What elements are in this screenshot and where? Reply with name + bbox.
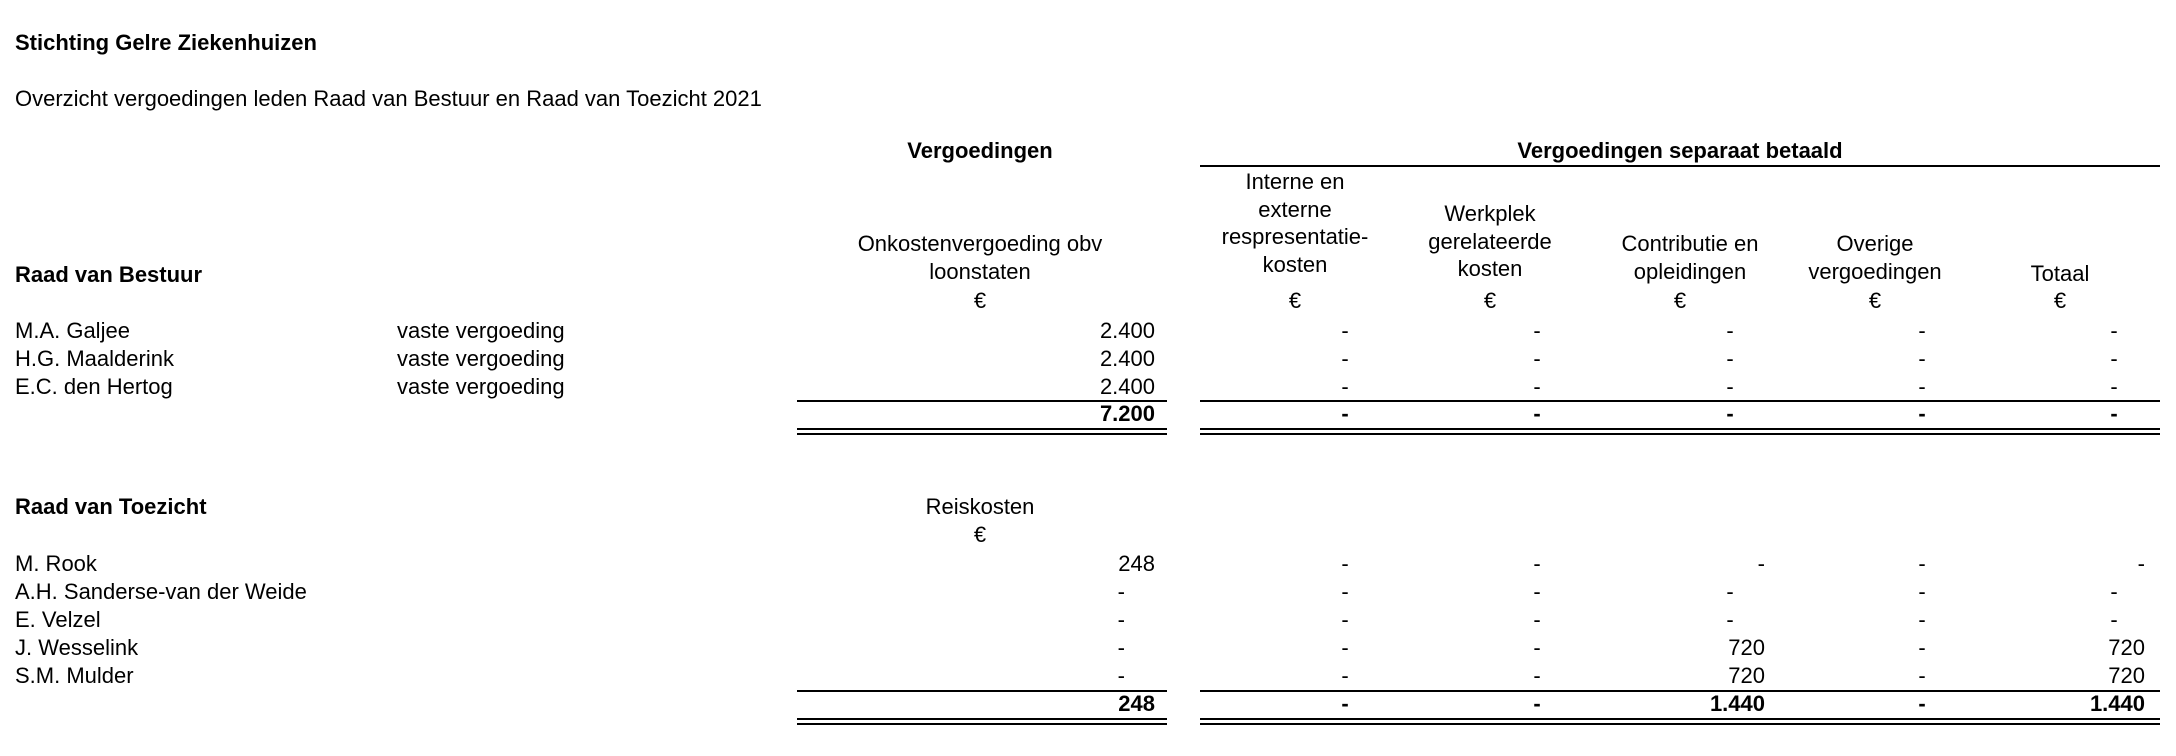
cell-overige: - — [1918, 607, 1926, 632]
member-name: M.A. Galjee — [15, 318, 130, 343]
double-underline-separaat-rvt — [1200, 718, 2160, 725]
compensation-type: vaste vergoeding — [397, 318, 565, 343]
total-representatie: - — [1341, 691, 1349, 716]
cell-contributie: - — [1726, 607, 1734, 632]
cell-reiskosten: - — [1117, 579, 1125, 604]
cell-totaal: - — [2110, 374, 2118, 399]
cell-overige: - — [1918, 346, 1926, 371]
cell-werkplek: - — [1533, 579, 1541, 604]
cell-werkplek: - — [1533, 607, 1541, 632]
currency-werkplek: € — [1483, 288, 1497, 313]
currency-reiskosten: € — [973, 522, 987, 547]
cell-contributie: 720 — [1728, 635, 1765, 660]
cell-totaal: - — [2110, 579, 2118, 604]
total-totaal: - — [2110, 401, 2118, 426]
total-werkplek: - — [1533, 401, 1541, 426]
cell-werkplek: - — [1533, 635, 1541, 660]
cell-reiskosten: - — [1117, 607, 1125, 632]
total-overige: - — [1918, 401, 1926, 426]
cell-reiskosten: 248 — [1118, 551, 1155, 576]
currency-representatie: € — [1288, 288, 1302, 313]
member-name: H.G. Maalderink — [15, 346, 174, 371]
cell-totaal: - — [2110, 346, 2118, 371]
member-name: M. Rook — [15, 551, 97, 576]
cell-representatie: - — [1341, 607, 1349, 632]
member-name: J. Wesselink — [15, 635, 139, 660]
cell-overige: - — [1918, 635, 1926, 660]
col-header-contributie-line1: Contributie en — [1621, 231, 1759, 256]
col-header-werkplek-line3: kosten — [1457, 256, 1523, 281]
report-subtitle: Overzicht vergoedingen leden Raad van Bestuur en Raad van Toezicht 2021 — [15, 86, 762, 111]
cell-reiskosten: - — [1117, 663, 1125, 688]
total-representatie: - — [1341, 401, 1349, 426]
cell-contributie: 720 — [1728, 663, 1765, 688]
col-header-representatie-line3: respresentatie- — [1221, 224, 1369, 249]
currency-totaal: € — [2053, 288, 2067, 313]
col-header-reiskosten: Reiskosten — [925, 494, 1035, 519]
member-name: E. Velzel — [15, 607, 101, 632]
col-header-overige-line2: vergoedingen — [1808, 258, 1942, 284]
total-werkplek: - — [1533, 691, 1541, 716]
cell-reiskosten: - — [1117, 635, 1125, 660]
total-reiskosten: 248 — [1118, 691, 1155, 716]
cell-representatie: - — [1341, 635, 1349, 660]
cell-werkplek: - — [1533, 346, 1541, 371]
member-name: E.C. den Hertog — [15, 374, 173, 399]
col-header-overige-line1: Overige — [1836, 231, 1914, 256]
cell-onkosten: 2.400 — [1099, 346, 1155, 371]
cell-totaal: - — [2137, 551, 2145, 576]
col-header-onkosten-line1: Onkostenvergoeding obv — [857, 231, 1103, 256]
col-header-representatie-line4: kosten — [1262, 251, 1328, 277]
cell-contributie: - — [1726, 579, 1734, 604]
cell-werkplek: - — [1533, 318, 1541, 343]
col-header-totaal — [1960, 260, 2160, 288]
cell-totaal: 720 — [2108, 663, 2145, 688]
cell-representatie: - — [1341, 346, 1349, 371]
total-totaal: 1.440 — [2089, 691, 2145, 716]
currency-contributie: € — [1673, 288, 1687, 313]
cell-werkplek: - — [1533, 551, 1541, 576]
total-contributie: 1.440 — [1709, 691, 1765, 716]
cell-totaal: - — [2110, 607, 2118, 632]
col-header-werkplek-line2: gerelateerde — [1428, 228, 1552, 254]
cell-overige: - — [1918, 374, 1926, 399]
double-underline-onkosten-rvb — [797, 428, 1167, 435]
col-header-werkplek — [1385, 200, 1595, 283]
cell-onkosten: 2.400 — [1099, 374, 1155, 399]
cell-onkosten: 2.400 — [1099, 318, 1155, 343]
cell-werkplek: - — [1533, 663, 1541, 688]
cell-representatie: - — [1341, 579, 1349, 604]
currency-onkosten: € — [973, 288, 987, 313]
col-header-contributie-line2: opleidingen — [1633, 258, 1747, 284]
col-header-onkosten — [800, 230, 1160, 285]
col-header-totaal-line1: Totaal — [2030, 261, 2090, 286]
total-overige: - — [1918, 691, 1926, 716]
group-header-vergoedingen: Vergoedingen — [907, 138, 1053, 163]
col-header-representatie-line1: Interne en — [1245, 169, 1345, 194]
organisation-title: Stichting Gelre Ziekenhuizen — [15, 30, 317, 55]
cell-contributie: - — [1757, 551, 1765, 576]
cell-representatie: - — [1341, 551, 1349, 576]
member-name: A.H. Sanderse-van der Weide — [15, 579, 307, 604]
col-header-representatie-line2: externe — [1258, 196, 1332, 222]
double-underline-separaat-rvb — [1200, 428, 2160, 435]
col-header-onkosten-line2: loonstaten — [929, 258, 1031, 284]
cell-contributie: - — [1726, 346, 1734, 371]
cell-representatie: - — [1341, 318, 1349, 343]
section-title-rvt: Raad van Toezicht — [15, 494, 207, 519]
cell-representatie: - — [1341, 374, 1349, 399]
group-header-underline — [1200, 165, 2160, 167]
member-name: S.M. Mulder — [15, 663, 134, 688]
currency-overige: € — [1868, 288, 1882, 313]
double-underline-reiskosten-rvt — [797, 718, 1167, 725]
cell-overige: - — [1918, 579, 1926, 604]
cell-totaal: 720 — [2108, 635, 2145, 660]
col-header-representatie — [1175, 168, 1415, 278]
cell-contributie: - — [1726, 374, 1734, 399]
cell-overige: - — [1918, 663, 1926, 688]
cell-totaal: - — [2110, 318, 2118, 343]
cell-representatie: - — [1341, 663, 1349, 688]
compensation-type: vaste vergoeding — [397, 346, 565, 371]
section-title-rvb: Raad van Bestuur — [15, 262, 203, 287]
total-contributie: - — [1726, 401, 1734, 426]
col-header-overige — [1765, 230, 1985, 285]
col-header-werkplek-line1: Werkplek — [1444, 201, 1536, 226]
cell-overige: - — [1918, 318, 1926, 343]
cell-werkplek: - — [1533, 374, 1541, 399]
total-onkosten: 7.200 — [1099, 401, 1155, 426]
group-header-separaat: Vergoedingen separaat betaald — [1517, 138, 1843, 163]
compensation-type: vaste vergoeding — [397, 374, 565, 399]
cell-overige: - — [1918, 551, 1926, 576]
cell-contributie: - — [1726, 318, 1734, 343]
